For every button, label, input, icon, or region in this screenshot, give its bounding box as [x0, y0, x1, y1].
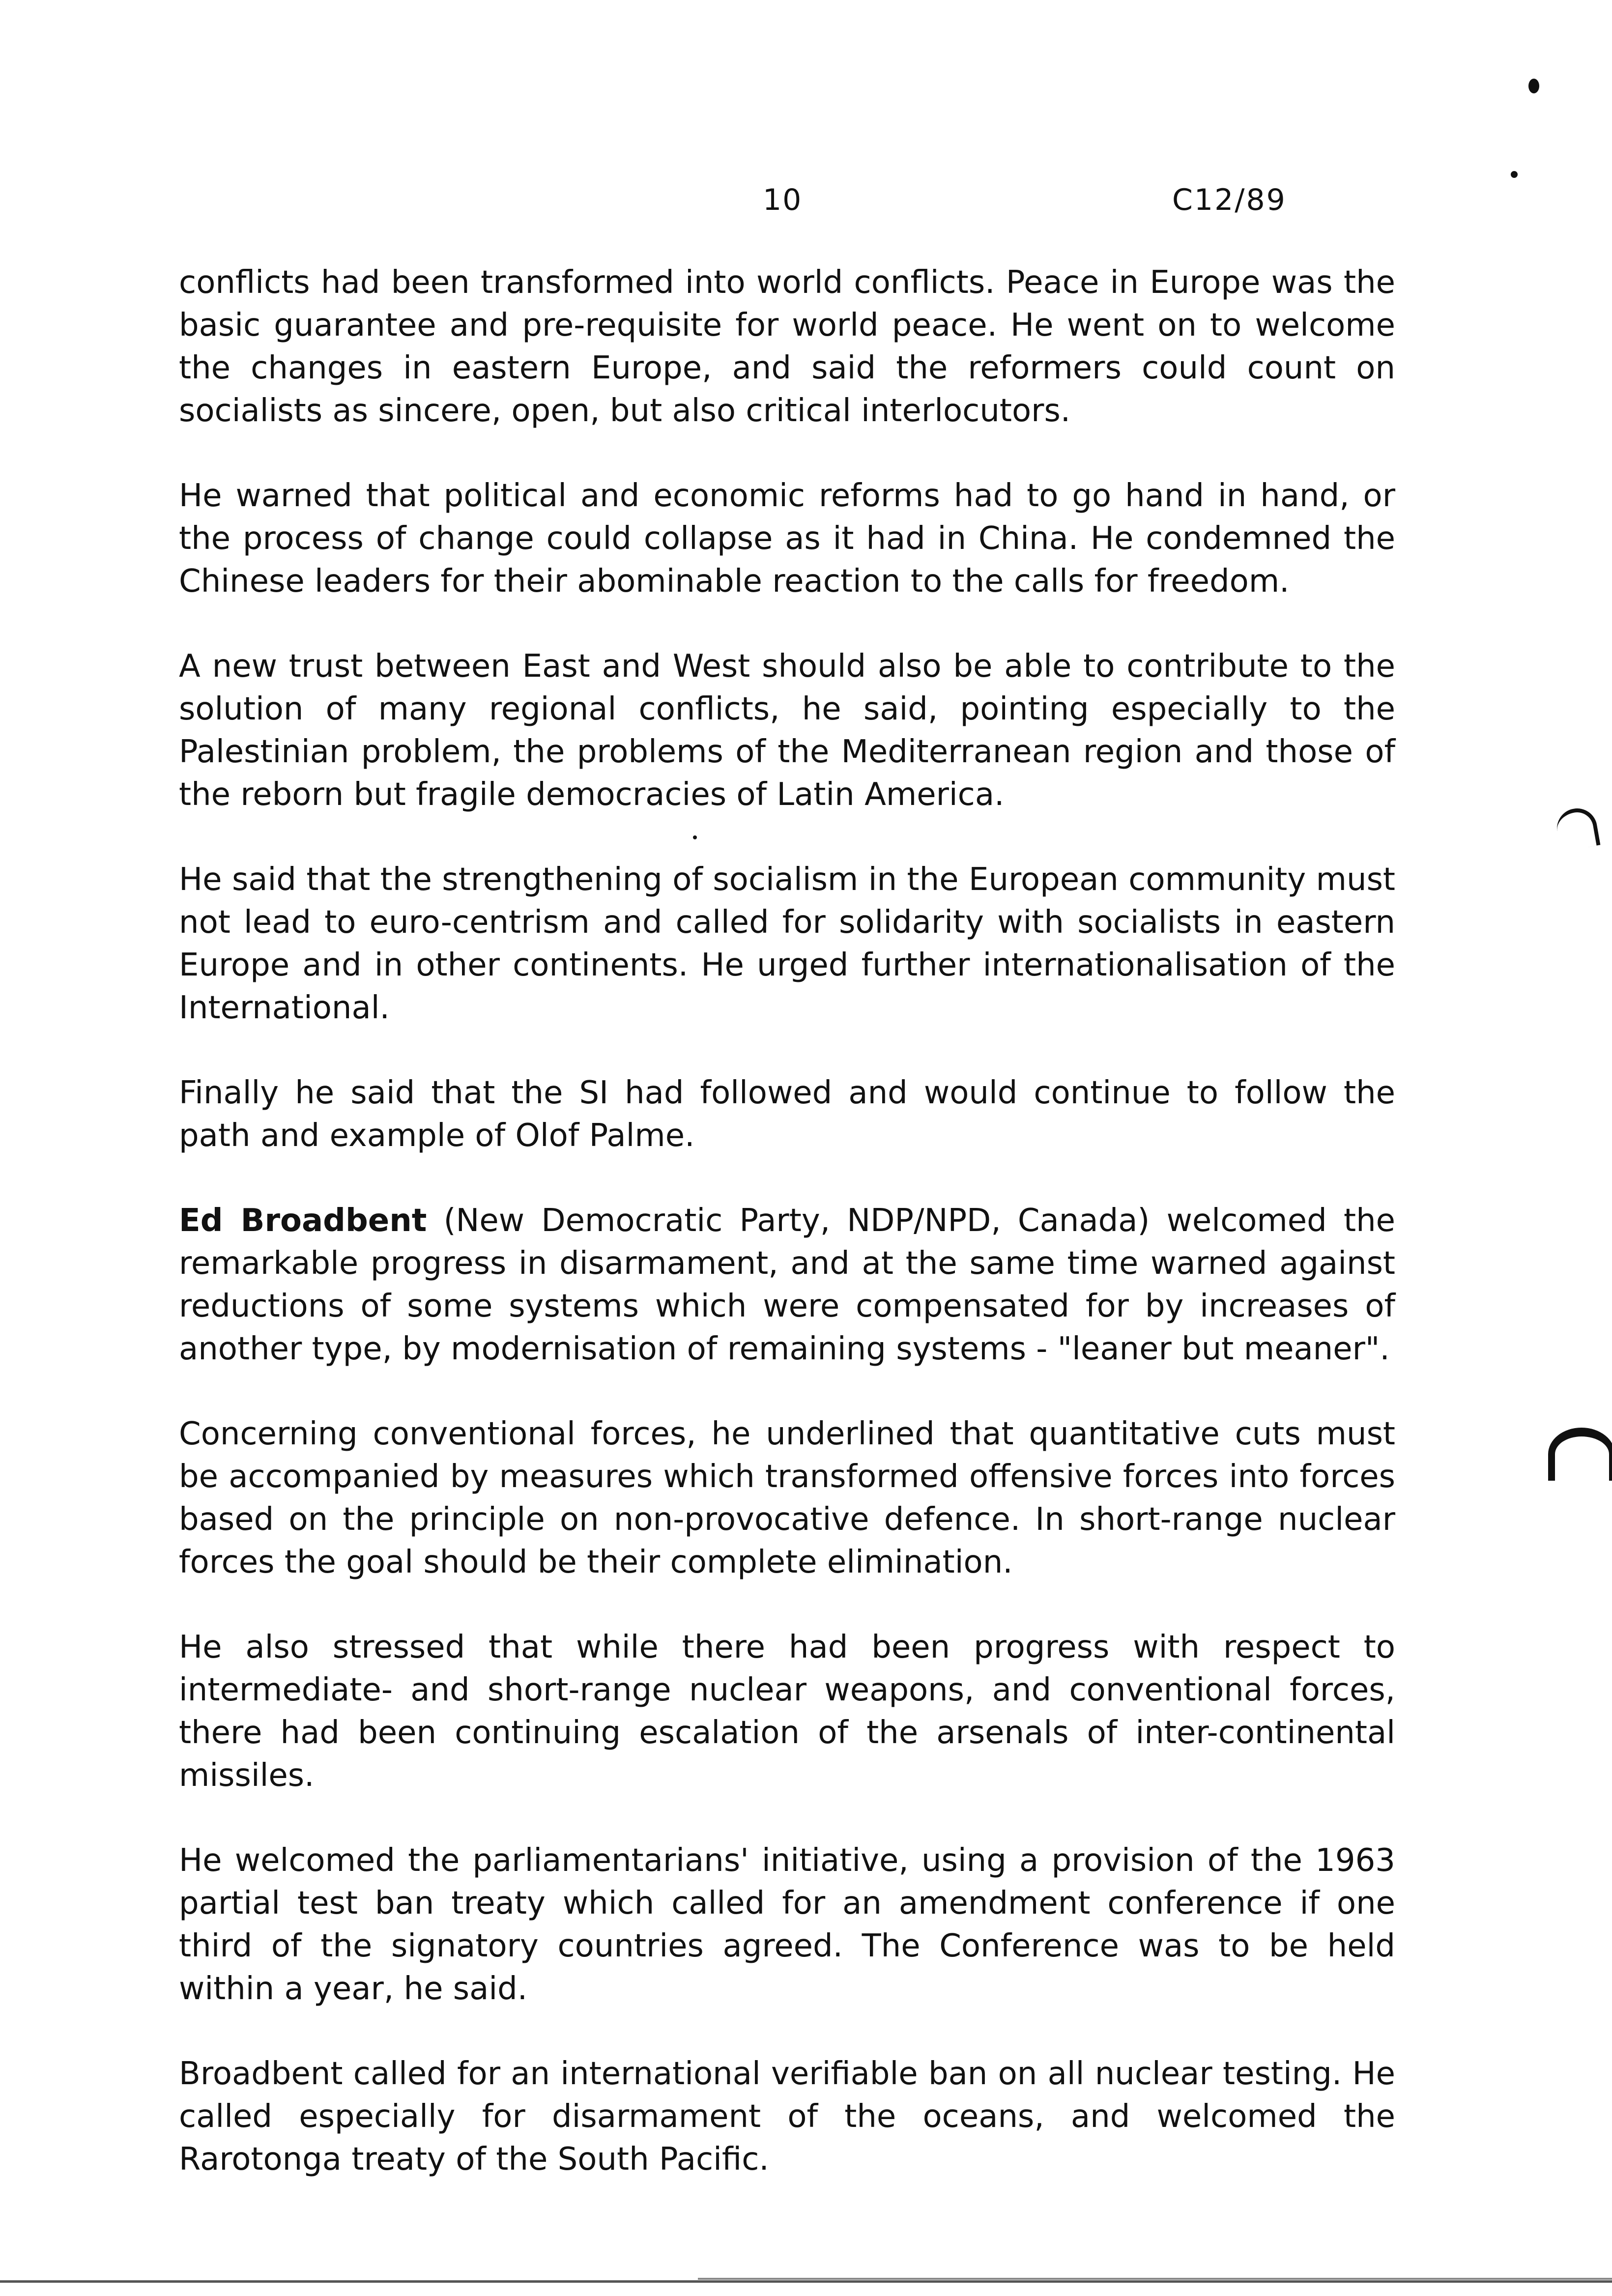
paragraph — [179, 1200, 1395, 1371]
hole-punch-mark — [1548, 1428, 1612, 1481]
speaker-name: Ed Broadbent — [179, 1203, 427, 1239]
paragraph-text: Concerning conventional forces, he underlined that quantitative cuts must be accompanied by measures which transformed offensive forces into forces based on the principle on non-provocative defence. In short-range nuclear forces the goal should be their complete elimination. — [179, 1416, 1395, 1580]
paragraph-text: Finally he said that the SI had followed and would continue to follow the path and example of Olof Palme. — [179, 1075, 1395, 1154]
document-reference: C12/89 — [1172, 183, 1287, 217]
paragraph — [179, 1413, 1395, 1584]
page-number: 10 — [763, 183, 803, 217]
paragraph — [179, 645, 1395, 816]
paragraph-text: conflicts had been transformed into world conflicts. Peace in Europe was the basic guarantee and pre-requisite for world peace. He went on to welcome the changes in eastern Europe, and said the reformers could count on socialists as sincere, open, but also critical interlocutors. — [179, 264, 1395, 429]
page-edge-line — [698, 2278, 1612, 2280]
paragraph-text: He said that the strengthening of socialism in the European community must not lead to euro-centrism and called for solidarity with socialists in eastern Europe and in other continents. He urged further internationalisation of the International. — [179, 861, 1395, 1026]
paragraph — [179, 1626, 1395, 1797]
paragraph — [179, 859, 1395, 1030]
paragraph-text: Broadbent called for an international verifiable ban on all nuclear testing. He called especially for disarmament of the oceans, and welcomed the Rarotonga treaty of the South Pacific. — [179, 2056, 1395, 2178]
paragraph — [179, 261, 1395, 432]
page-edge-line — [0, 2280, 1612, 2283]
paragraph-text: A new trust between East and West should also be able to contribute to the solution of many regional conflicts, he said, pointing especially to the Palestinian problem, the problems of the Mediterranean region and those of the reborn but fragile democracies of Latin America. — [179, 648, 1395, 813]
paragraph-text: (New Democratic Party, NDP/NPD, Canada) welcomed the remarkable progress in disarmament, and at the same time warned against reductions of some systems which were compensated for by increases of another type, by modernisation of remaining systems - "leaner but meaner". — [179, 1203, 1396, 1367]
body-text — [179, 261, 1395, 2223]
hole-punch-mark — [1554, 805, 1601, 852]
paragraph — [179, 1839, 1395, 2010]
paragraph — [179, 1072, 1395, 1157]
paragraph — [179, 475, 1395, 603]
paragraph-text: He welcomed the parliamentarians' initiative, using a provision of the 1963 partial test ban treaty which called for an amendment conference if one third of the signatory countries agreed. The Conference was to be held within a year, he said. — [179, 1842, 1395, 2007]
scan-speck-mark — [1528, 79, 1539, 93]
paragraph-text: He warned that political and economic reforms had to go hand in hand, or the process of change could collapse as it had in China. He condemned the Chinese leaders for their abominable reaction to the calls for freedom. — [179, 478, 1395, 600]
paragraph-text: He also stressed that while there had been progress with respect to intermediate- and short-range nuclear weapons, and conventional forces, there had been continuing escalation of the arsenals of inter-continental missiles. — [179, 1629, 1395, 1794]
scan-speck-mark — [1511, 171, 1518, 178]
paragraph — [179, 2053, 1395, 2181]
